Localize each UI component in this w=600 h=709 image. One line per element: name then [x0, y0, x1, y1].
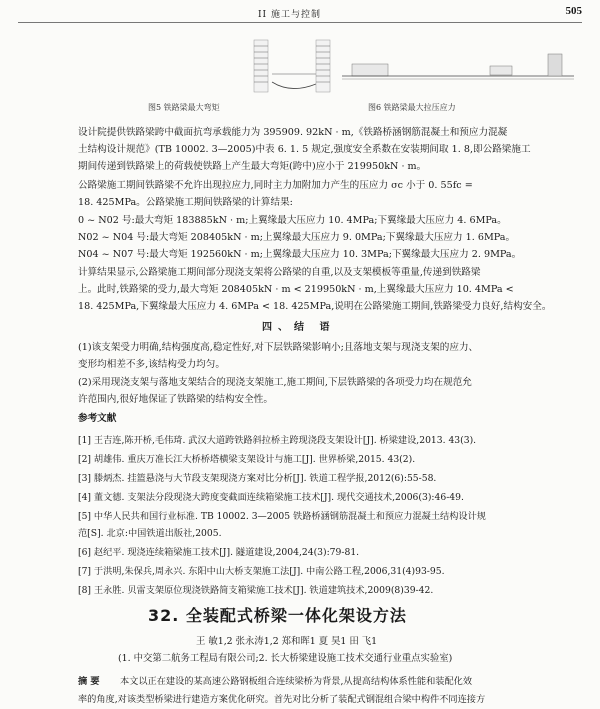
page-number: 505: [565, 5, 582, 17]
fig6-stress-block-left: [352, 64, 388, 76]
article-affiliation: (1. 中交第二航务工程局有限公司;2. 长大桥梁建设施工技术交通行业重点实验室): [118, 653, 453, 664]
fig6-stress-block-right: [490, 66, 512, 75]
body-line: 18. 425MPa,下翼缘最大压应力 4. 6MPa < 18. 425MPa,说明在公路梁施工期间,铁路梁受力良好,结构安全。: [78, 301, 552, 312]
figure-5-caption: 图5 铁路梁最大弯矩: [148, 103, 220, 112]
fig6-legend-bar: [316, 40, 330, 92]
reference-item: [1] 王吉连,陈开桥,毛伟琦. 武汉大道跨铁路斜拉桥主跨现浇段支架设计[J]. 桥梁建设,2013. 43(3).: [78, 435, 477, 446]
reference-item: 范[S]. 北京:中国铁道出版社,2005.: [78, 528, 222, 539]
conclusion-line: 许范围内,很好地保证了铁路梁的结构安全性。: [78, 394, 273, 405]
conclusion-line: (1)该支架受力明确,结构强度高,稳定性好,对下层铁路梁影响小;且落地支架与现浇支架的应力、: [78, 342, 479, 353]
body-line: N04 ~ N07 号:最大弯矩 192560kN · m;上翼缘最大压应力 10. 3MPa;下翼缘最大压应力 2. 9MPa。: [78, 249, 522, 260]
reference-item: [2] 胡雄伟. 重庆万准长江大桥桥塔横梁支架设计与施工[J]. 世界桥梁,2015. 43(2).: [78, 454, 416, 465]
body-line: 0 ~ N02 号:最大弯矩 183885kN · m;上翼缘最大压应力 10. 4MPa;下翼缘最大压应力 4. 6MPa。: [78, 215, 507, 226]
header-rule: [18, 22, 582, 23]
conclusion-heading: 四、结 语: [262, 322, 336, 333]
body-line: 计算结果显示,公路梁施工期间部分现浇支架将公路梁的自重,以及支架模板等重量,传递到铁路梁: [78, 267, 481, 278]
figure-6-graphic: [312, 34, 580, 100]
fig6-pier-block: [548, 54, 562, 76]
body-line: N02 ~ N04 号:最大弯矩 208405kN · m;上翼缘最大压应力 9. 0MPa;下翼缘最大压应力 1. 6MPa。: [78, 232, 516, 243]
fig5-legend-bar: [254, 40, 268, 92]
running-header: [0, 0, 600, 22]
body-line: 土结构设计规范》(TB 10002. 3—2005)中表 6. 1. 5 规定,强度安全系数在安装期间取 1. 8,即公路梁施工: [78, 144, 531, 155]
body-line: 公路梁施工期间铁路梁不允许出现拉应力,同时主力加附加力产生的压应力 σc 小于 0. 55fc =: [78, 180, 473, 191]
reference-item: [7] 于洪明,朱保兵,周永兴. 东阳中山大桥支架施工法[J]. 中南公路工程,2006,31(4)93-95.: [78, 566, 445, 577]
fig5-moment-curve: [272, 82, 316, 89]
reference-item: [3] 滕炳杰. 挂篮悬浇与大节段支架现浇方案对比分析[J]. 铁道工程学报,2012(6):55-58.: [78, 473, 437, 484]
body-line: 设计院提供铁路梁跨中截面抗弯承载能力为 395909. 92kN · m,《铁路桥涵钢筋混凝土和预应力混凝: [78, 127, 508, 138]
reference-item: [6] 赵纪平. 现浇连续箱梁施工技术[J]. 隧道建设,2004,24(3):79-81.: [78, 547, 360, 558]
conclusion-line: 变形均相差不多,该结构受力均匀。: [78, 359, 225, 370]
reference-item: [8] 王永胜. 贝雷支架原位现浇铁路简支箱梁施工技术[J]. 铁道建筑技术,2009(8)39-42.: [78, 585, 434, 596]
section-title: II 施工与控制: [258, 10, 321, 20]
body-line: 期间传递到铁路梁上的荷载使铁路上产生最大弯矩(跨中)应小于 219950kN · m。: [78, 161, 427, 172]
reference-item: [4] 董文德. 支架法分段现浇大跨度变截面连续箱梁施工技术[J]. 现代交通技术,2006(3):46-49.: [78, 492, 464, 503]
figure-6-caption: 图6 铁路梁最大拉压应力: [368, 103, 456, 112]
abstract-line: 率的角度,对该类型桥梁进行建造方案优化研究。首先对比分析了装配式钢混组合梁中构件不同连接方: [78, 694, 486, 705]
body-line: 上。此时,铁路梁的受力,最大弯矩 208405kN · m < 219950kN · m,上翼缘最大压应力 10. 4MPa <: [78, 284, 514, 295]
body-line: 18. 425MPa。公路梁施工期间铁路梁的计算结果:: [78, 197, 293, 208]
abstract-line: 本文以正在建设的某高速公路钢板组合连续梁桥为背景,从提高结构体系性能和装配化效: [120, 676, 473, 687]
article-title: 32. 全装配式桥梁一体化架设方法: [148, 606, 407, 625]
reference-item: [5] 中华人民共和国行业标准. TB 10002. 3—2005 铁路桥涵钢筋混凝土和预应力混凝土结构设计规: [78, 511, 486, 522]
references-title: 参考文献: [78, 413, 117, 424]
abstract-label: 摘 要: [78, 676, 100, 687]
conclusion-line: (2)采用现浇支架与落地支架结合的现浇支架施工,施工期间,下层铁路梁的各项受力均在规范允: [78, 377, 472, 388]
article-authors: 王 敏1,2 张永涛1,2 郑和晖1 夏 昊1 田 飞1: [196, 636, 378, 647]
